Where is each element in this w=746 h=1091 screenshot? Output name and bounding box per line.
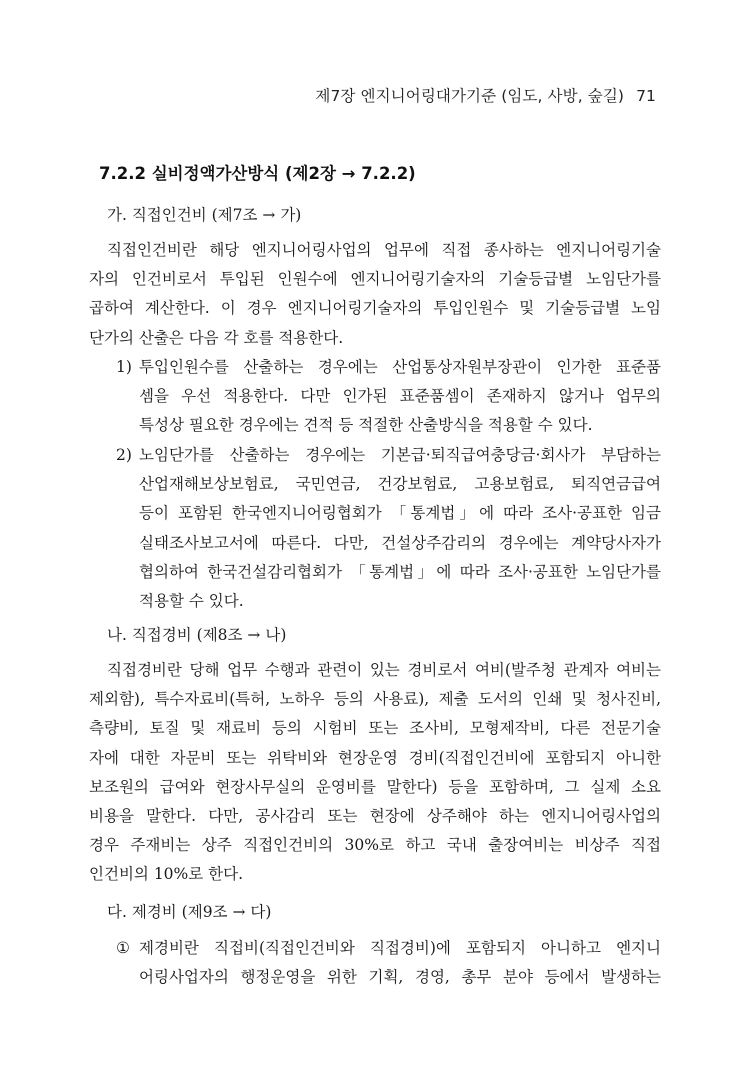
list-item-line: 협의하여 한국건설감리협회가 「통계법」에 따라 조사·공표한 노임단가를 xyxy=(139,562,661,581)
subsection-heading-ga: 가. 직접인건비 (제7조 → 가) xyxy=(107,206,302,224)
list-item-line: 특성상 필요한 경우에는 견적 등 적절한 산출방식을 적용할 수 있다. xyxy=(139,416,593,435)
running-header xyxy=(315,84,656,106)
subsection-heading-na: 나. 직접경비 (제8조 → 나) xyxy=(107,626,287,644)
paragraph-line: 경우 주재비는 상주 직접인건비의 30%로 하고 국내 출장여비는 비상주 직접 xyxy=(89,836,661,855)
running-title: 제7장 엔지니어링대가기준 (임도, 사방, 숲길) xyxy=(315,87,625,105)
list-marker: 2) xyxy=(116,446,132,464)
paragraph-line: 직접인건비란 해당 엔지니어링사업의 업무에 직접 종사하는 엔지니어링기술 xyxy=(107,241,661,259)
paragraph-direct-labor xyxy=(89,236,661,353)
paragraph-line: 곱하여 계산한다. 이 경우 엔지니어링기술자의 투입인원수 및 기술등급별 노임 xyxy=(89,299,661,318)
paragraph-line: 단가의 산출은 다음 각 호를 적용한다. xyxy=(89,328,344,347)
list-item-line: 셈을 우선 적용한다. 다만 인가된 표준품셈이 존재하지 않거나 업무의 xyxy=(139,387,661,406)
subsection-heading-da: 다. 제경비 (제9조 → 다) xyxy=(107,903,272,921)
list-marker: ① xyxy=(116,939,130,957)
list-item-line: 실태조사보고서에 따른다. 다만, 건설상주감리의 경우에는 계약당사자가 xyxy=(139,533,661,552)
paragraph-line: 자의 인건비로서 투입된 인원수에 엔지니어링기술자의 기술등급별 노임단가를 xyxy=(89,270,661,289)
paragraph-line: 보조원의 급여와 현장사무실의 운영비를 말한다) 등을 포함하며, 그 실제 소요 xyxy=(89,777,661,796)
paragraph-line: 비용을 말한다. 다만, 공사감리 또는 현장에 상주해야 하는 엔지니어링사업의 xyxy=(89,807,661,826)
list-item-1 xyxy=(116,353,661,441)
paragraph-line: 직접경비란 당해 업무 수행과 관련이 있는 경비로서 여비(발주청 관계자 여비는 xyxy=(107,661,661,679)
paragraph-line: 자에 대한 자문비 또는 위탁비와 현장운영 경비(직접인건비에 포함되지 아니한 xyxy=(89,748,661,767)
list-item-line: 산업재해보상보험료, 국민연금, 건강보험료, 고용보험료, 퇴직연금급여 xyxy=(139,475,661,494)
list-item-circled-1 xyxy=(116,934,661,992)
list-marker: 1) xyxy=(116,358,132,376)
list-item-line: 제경비란 직접비(직접인건비와 직접경비)에 포함되지 아니하고 엔지니 xyxy=(139,939,661,957)
page-number: 71 xyxy=(636,87,656,105)
list-item-line: 노임단가를 산출하는 경우에는 기본급·퇴직급여충당금·회사가 부담하는 xyxy=(139,446,661,464)
list-item-2 xyxy=(116,441,661,616)
paragraph-line: 인건비의 10%로 한다. xyxy=(89,865,244,884)
list-item-line: 어링사업자의 행정운영을 위한 기획, 경영, 총무 분야 등에서 발생하는 xyxy=(139,968,661,987)
paragraph-line: 제외함), 특수자료비(특허, 노하우 등의 사용료), 제출 도서의 인쇄 및 청사진비, xyxy=(89,690,661,709)
section-heading: 7.2.2 실비정액가산방식 (제2장 → 7.2.2) xyxy=(99,164,416,183)
list-item-line: 등이 포함된 한국엔지니어링협회가 「통계법」에 따라 조사·공표한 임금 xyxy=(139,504,661,523)
paragraph-direct-expenses xyxy=(89,656,661,890)
paragraph-line: 측량비, 토질 및 재료비 등의 시험비 또는 조사비, 모형제작비, 다른 전문기술 xyxy=(89,719,661,738)
list-item-line: 적용할 수 있다. xyxy=(139,592,244,611)
list-item-line: 투입인원수를 산출하는 경우에는 산업통상자원부장관이 인가한 표준품 xyxy=(139,358,661,376)
